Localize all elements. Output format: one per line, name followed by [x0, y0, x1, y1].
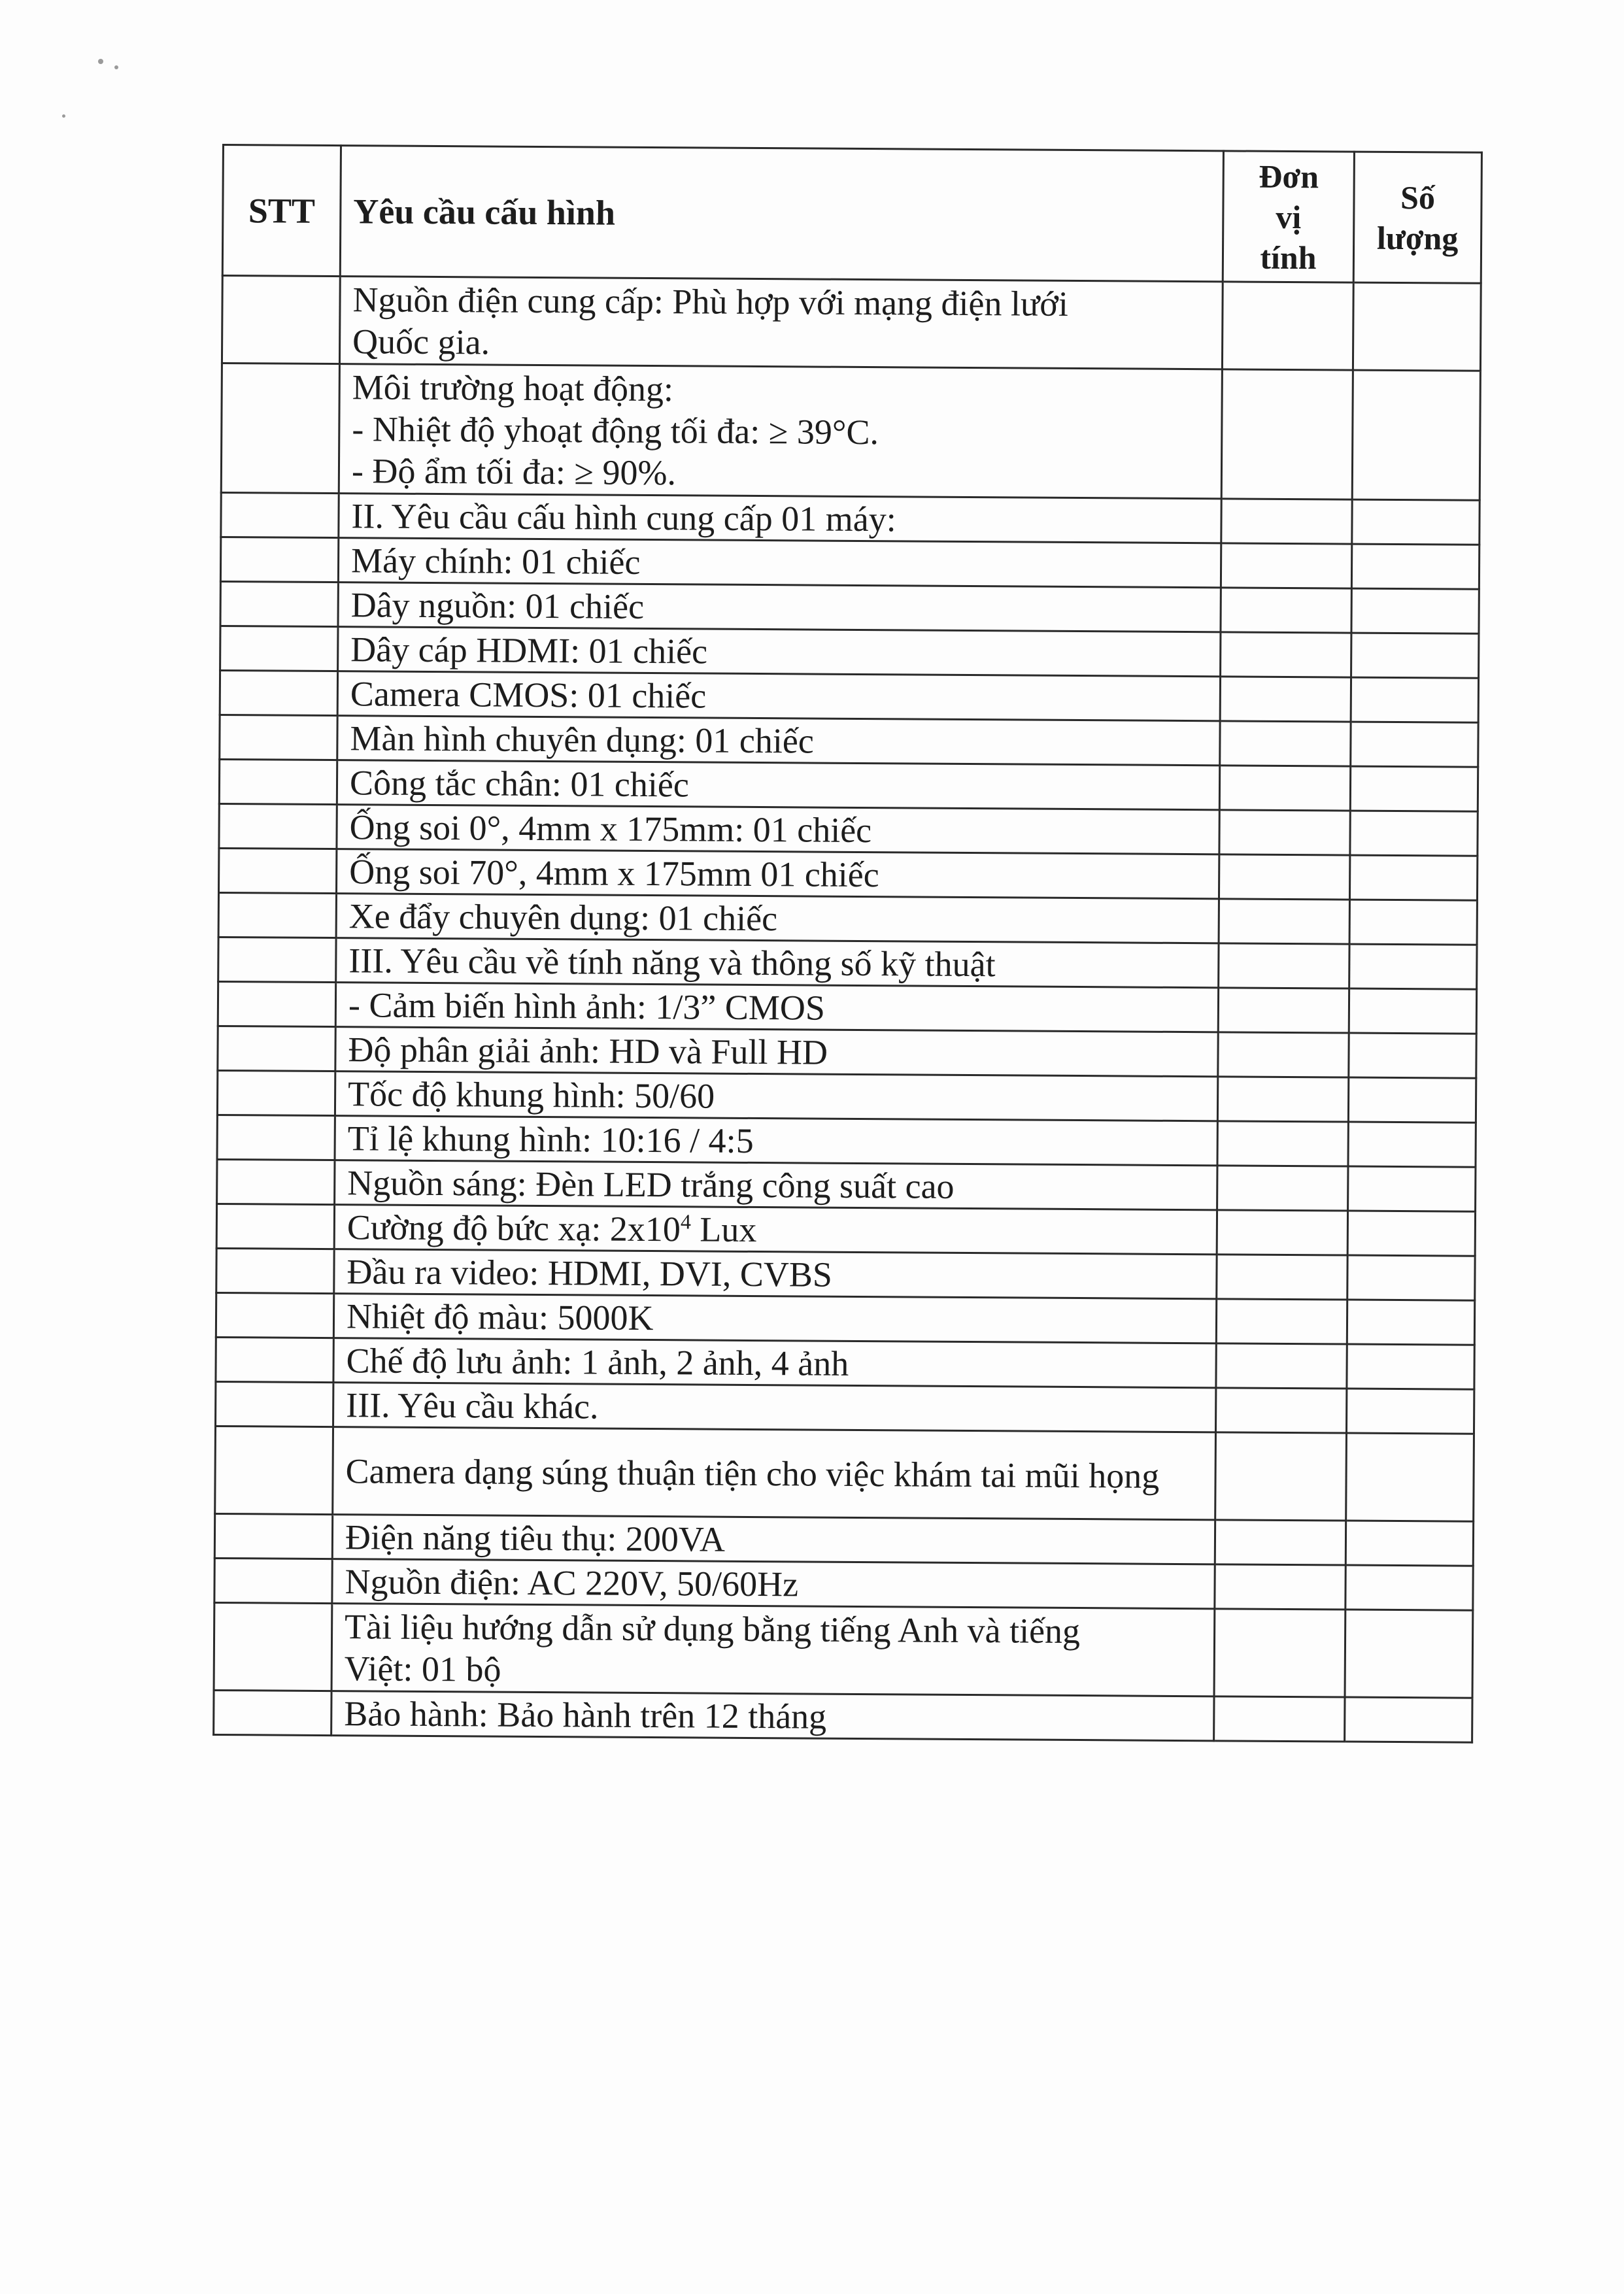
- unit-cell: [1218, 988, 1349, 1033]
- requirement-cell: Điện năng tiêu thụ: 200VA: [332, 1515, 1215, 1564]
- quantity-cell: [1348, 1166, 1476, 1211]
- table-row: [216, 1248, 1475, 1300]
- requirement-cell: - Cảm biến hình ảnh: 1/3” CMOS: [335, 983, 1218, 1032]
- header-requirement: Yêu cầu cấu hình: [340, 146, 1223, 282]
- header-qty-line: Số: [1400, 178, 1436, 216]
- stt-cell: [220, 670, 337, 715]
- requirement-cell: Tốc độ khung hình: 50/60: [335, 1071, 1217, 1121]
- stt-cell: [218, 981, 335, 1026]
- cell-line: Quốc gia.: [352, 321, 490, 362]
- unit-cell: [1219, 899, 1349, 944]
- stt-cell: [218, 892, 336, 937]
- stt-cell: [217, 1070, 335, 1115]
- table-row: [220, 537, 1479, 589]
- scan-speck: [62, 114, 65, 118]
- cell-line: Tài liệu hướng dẫn sử dụng bằng tiếng Anh và tiếng: [344, 1606, 1081, 1651]
- stt-cell: [216, 1248, 334, 1293]
- unit-cell: [1219, 766, 1350, 811]
- unit-cell: [1220, 677, 1351, 722]
- table-row: [214, 1690, 1472, 1742]
- quantity-cell: [1345, 1697, 1472, 1742]
- table-row: [219, 803, 1478, 856]
- table-row: [222, 276, 1481, 371]
- table-row: [214, 1513, 1473, 1566]
- table-row: [220, 581, 1479, 633]
- quantity-cell: [1347, 1255, 1475, 1300]
- requirement-cell: Bảo hành: Bảo hành trên 12 tháng: [331, 1691, 1214, 1741]
- unit-cell: [1217, 1166, 1348, 1211]
- unit-cell: [1217, 1077, 1348, 1122]
- table-row: [214, 1558, 1473, 1610]
- stt-cell: [219, 848, 337, 893]
- unit-cell: [1220, 721, 1351, 766]
- cell-line: - Nhiệt độ yhoạt động tối đa: ≥ 39°C.: [352, 409, 879, 452]
- unit-cell: [1216, 1343, 1347, 1389]
- unit-cell: [1222, 282, 1353, 370]
- superscript: 4: [680, 1209, 692, 1233]
- stt-cell: [216, 1292, 333, 1338]
- stt-cell: [214, 1558, 332, 1603]
- table-row: [215, 1426, 1474, 1521]
- requirement-cell: Độ phân giải ảnh: HD và Full HD: [335, 1027, 1218, 1077]
- specification-table: [212, 144, 1483, 1744]
- stt-cell: [219, 803, 337, 849]
- requirement-cell: Nguồn điện: AC 220V, 50/60Hz: [332, 1559, 1215, 1609]
- requirement-cell: Dây nguồn: 01 chiếc: [338, 582, 1221, 632]
- table-row: [219, 759, 1478, 811]
- header-unit-line: tính: [1260, 239, 1317, 276]
- table-row: [218, 937, 1477, 989]
- unit-cell: [1221, 632, 1351, 677]
- unit-cell: [1215, 1564, 1345, 1610]
- table-row: [218, 892, 1477, 945]
- requirement-cell: Màn hình chuyên dụng: 01 chiếc: [337, 716, 1220, 766]
- requirement-cell: [331, 1604, 1215, 1696]
- stt-cell: [220, 715, 337, 760]
- quantity-cell: [1347, 1344, 1474, 1389]
- quantity-cell: [1348, 1077, 1476, 1122]
- scan-speck: [98, 59, 103, 64]
- quantity-cell: [1349, 944, 1477, 989]
- unit-cell: [1221, 369, 1353, 499]
- quantity-cell: [1351, 633, 1479, 678]
- requirement-cell: Ống soi 70°, 4mm x 175mm 01 chiếc: [336, 849, 1219, 899]
- stt-cell: [217, 1159, 335, 1204]
- quantity-cell: [1346, 1389, 1474, 1434]
- quantity-cell: [1351, 677, 1478, 722]
- table-row: [217, 1070, 1476, 1122]
- unit-cell: [1221, 543, 1351, 588]
- requirement-cell: Máy chính: 01 chiếc: [338, 538, 1221, 588]
- cell-line: Môi trường hoạt động:: [352, 367, 674, 409]
- requirement-cell: [339, 277, 1223, 369]
- unit-cell: [1219, 854, 1349, 900]
- header-quantity: [1353, 152, 1481, 283]
- table-row: [220, 626, 1479, 678]
- stt-cell: [219, 759, 337, 804]
- stt-cell: [220, 626, 338, 671]
- header-unit: [1223, 151, 1354, 282]
- table-row: [216, 1381, 1474, 1434]
- stt-cell: [221, 363, 339, 494]
- quantity-cell: [1351, 722, 1478, 767]
- unit-cell: [1219, 943, 1349, 988]
- quantity-cell: [1350, 766, 1478, 811]
- table-row: [221, 363, 1480, 501]
- stt-cell: [217, 1115, 335, 1160]
- stt-cell: [218, 1026, 335, 1071]
- quantity-cell: [1349, 855, 1477, 900]
- header-stt: STT: [222, 145, 341, 277]
- quantity-cell: [1352, 499, 1480, 545]
- table-row: [217, 1115, 1476, 1167]
- requirement-cell: [334, 1205, 1217, 1255]
- quantity-cell: [1345, 1610, 1473, 1698]
- stt-cell: [220, 581, 338, 626]
- table-row: [216, 1337, 1474, 1389]
- header-unit-line: Đơn: [1259, 158, 1319, 195]
- quantity-cell: [1345, 1565, 1473, 1610]
- stt-cell: [214, 1602, 332, 1691]
- quantity-cell: [1349, 1033, 1476, 1078]
- stt-cell: [216, 1204, 334, 1249]
- requirement-cell: Nguồn sáng: Đèn LED trắng công suất cao: [335, 1160, 1217, 1210]
- quantity-cell: [1346, 1433, 1474, 1521]
- stt-cell: [218, 937, 336, 982]
- unit-cell: [1217, 1121, 1348, 1166]
- requirement-cell: Công tắc chân: 01 chiếc: [337, 760, 1219, 810]
- cell-text: Cường độ bức xạ: 2x10: [347, 1207, 681, 1249]
- cell-text: Lux: [690, 1209, 757, 1249]
- requirement-cell: Camera dạng súng thuận tiện cho việc khám tai mũi họng: [333, 1427, 1216, 1520]
- requirement-cell: Xe đẩy chuyên dụng: 01 chiếc: [336, 894, 1219, 943]
- quantity-cell: [1347, 1300, 1474, 1345]
- header-qty-line: lượng: [1376, 219, 1459, 257]
- requirement-cell: Camera CMOS: 01 chiếc: [337, 671, 1220, 721]
- unit-cell: [1215, 1388, 1346, 1433]
- table-row: [220, 715, 1478, 767]
- unit-cell: [1221, 499, 1352, 544]
- stt-cell: [214, 1690, 331, 1735]
- unit-cell: [1221, 588, 1351, 633]
- unit-cell: [1215, 1432, 1347, 1521]
- unit-cell: [1217, 1210, 1347, 1255]
- table-row: [214, 1602, 1473, 1698]
- table-row: [216, 1292, 1474, 1345]
- quantity-cell: [1349, 900, 1477, 945]
- quantity-cell: [1345, 1521, 1473, 1566]
- quantity-cell: [1351, 588, 1479, 633]
- unit-cell: [1217, 1255, 1347, 1300]
- table-row: [220, 670, 1478, 722]
- section-heading-cell: II. Yêu cầu cấu hình cung cấp 01 máy:: [339, 494, 1221, 543]
- unit-cell: [1219, 810, 1350, 855]
- stt-cell: [214, 1513, 332, 1559]
- quantity-cell: [1347, 1211, 1475, 1256]
- requirement-cell: Tỉ lệ khung hình: 10:16 / 4:5: [335, 1116, 1217, 1166]
- unit-cell: [1218, 1032, 1349, 1077]
- table-row: [217, 1159, 1476, 1211]
- table-row: [218, 1026, 1476, 1078]
- requirement-cell: Đầu ra video: HDMI, DVI, CVBS: [334, 1249, 1217, 1299]
- section-heading-cell: III. Yêu cầu về tính năng và thông số kỹ thuật: [336, 938, 1219, 988]
- requirement-cell: Chế độ lưu ảnh: 1 ảnh, 2 ảnh, 4 ảnh: [333, 1338, 1216, 1388]
- table-header-row: [222, 145, 1481, 284]
- stt-cell: [221, 492, 339, 537]
- unit-cell: [1214, 1696, 1345, 1742]
- stt-cell: [216, 1337, 333, 1382]
- unit-cell: [1215, 1520, 1345, 1565]
- requirement-cell: Ống soi 0°, 4mm x 175mm: 01 chiếc: [337, 805, 1219, 854]
- cell-line: - Độ ẩm tối đa: ≥ 90%.: [351, 450, 677, 492]
- table-row: [216, 1204, 1475, 1256]
- stt-cell: [222, 276, 340, 364]
- table-row: [221, 492, 1480, 545]
- quantity-cell: [1349, 988, 1476, 1034]
- header-unit-line: vị: [1276, 198, 1302, 235]
- cell-line: Việt: 01 bộ: [344, 1648, 501, 1689]
- stt-cell: [215, 1426, 333, 1514]
- cell-line: Nguồn điện cung cấp: Phù hợp với mạng điện lưới: [352, 279, 1069, 324]
- quantity-cell: [1348, 1122, 1476, 1167]
- quantity-cell: [1352, 370, 1480, 500]
- unit-cell: [1214, 1609, 1345, 1697]
- quantity-cell: [1353, 282, 1481, 371]
- requirement-cell: [339, 364, 1222, 499]
- unit-cell: [1216, 1299, 1347, 1344]
- table-row: [218, 981, 1476, 1034]
- requirement-cell: Dây cáp HDMI: 01 chiếc: [338, 627, 1221, 677]
- quantity-cell: [1351, 544, 1479, 589]
- stt-cell: [220, 537, 338, 582]
- stt-cell: [216, 1381, 333, 1426]
- requirement-cell: Nhiệt độ màu: 5000K: [333, 1294, 1216, 1343]
- table-row: [219, 848, 1478, 900]
- scan-speck: [114, 65, 118, 69]
- section-heading-cell: III. Yêu cầu khác.: [333, 1383, 1216, 1432]
- quantity-cell: [1350, 811, 1478, 856]
